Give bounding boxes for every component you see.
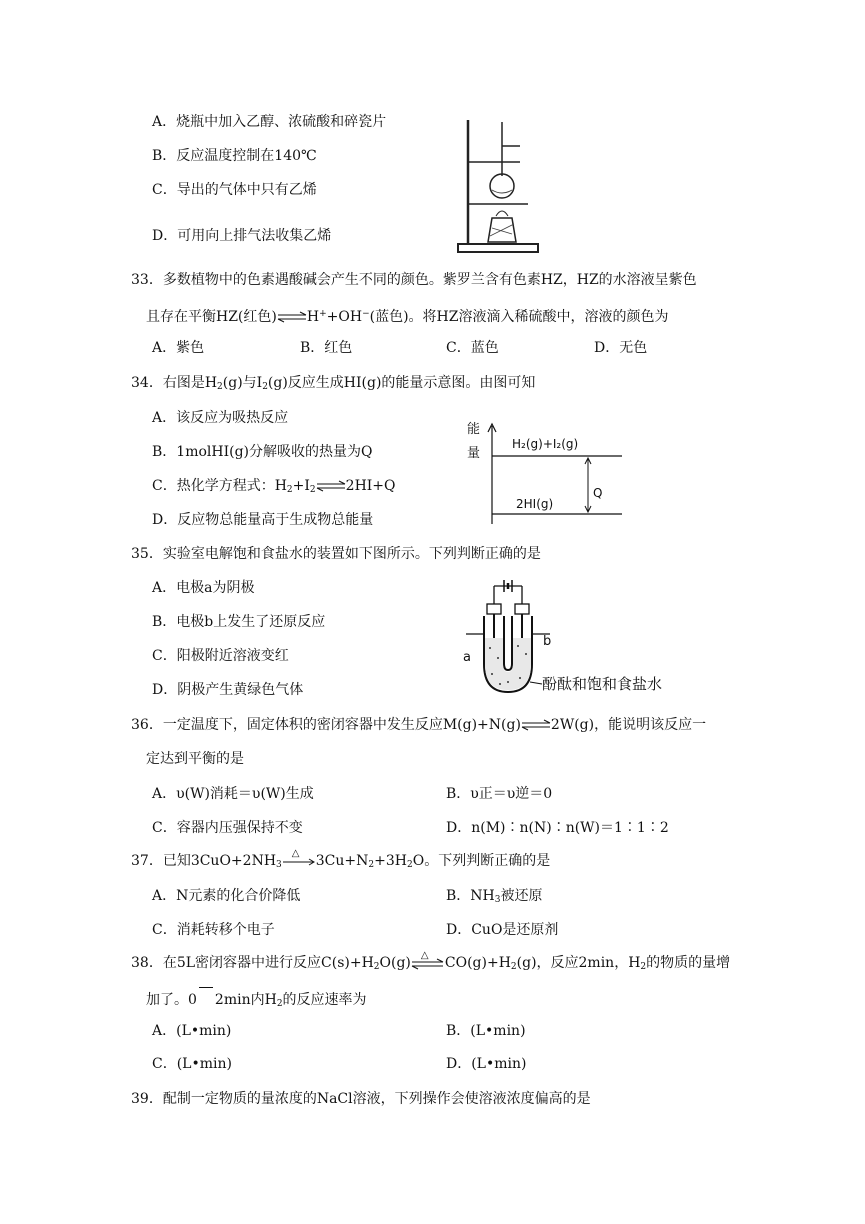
q34-option-c: C．热化学方程式：$H_2+I_2$ 2HI+Q (152, 478, 396, 495)
q35-stem: 35．实验室电解饱和食盐水的装置如下图所示。下列判断正确的是 (131, 546, 541, 562)
q32-option-d: D．可用向上排气法收集乙烯 (152, 228, 332, 244)
heat-equilibrium: △ (411, 956, 445, 970)
q34-option-a: A．该反应为吸热反应 (152, 410, 289, 426)
electrode-a-label: a (463, 650, 471, 665)
energy-axis-label-1: 能 (467, 422, 481, 437)
energy-axis-label-2: 量 (467, 446, 481, 461)
q35-option-d: D．阴极产生黄绿色气体 (152, 682, 304, 698)
q37-option-a: A．N元素的化合价降低 (152, 888, 301, 904)
q37-option-d: D．CuO是还原剂 (446, 922, 559, 938)
q34-option-d: D．反应物总能量高于生成物总能量 (152, 512, 374, 528)
energy-reactants-label: H₂(g)+I₂(g) (512, 437, 579, 451)
q37-option-b: B．$NH_3$被还原 (446, 888, 543, 905)
q38-stem-line2: 加了。0 2min内$H_2$的反应速率为 (146, 987, 367, 1014)
q36-option-c: C．容器内压强保持不变 (152, 820, 303, 836)
q36-option-a: A．υ(W)消耗＝υ(W)生成 (152, 786, 314, 802)
q36-stem-line2: 定达到平衡的是 (146, 751, 244, 767)
ethylene-apparatus-figure (452, 116, 544, 256)
equilibrium-arrow-icon (277, 310, 307, 324)
q37-stem: 37．已知$3CuO+2NH_3$ △ $3Cu+N_2+3H_2O$。下列判断正确的是 (131, 848, 551, 870)
solution-label: 酚酞和饱和食盐水 (542, 675, 663, 693)
electrode-b-label: b (543, 634, 552, 649)
q33-option-c: C．蓝色 (446, 340, 499, 356)
q36-option-d: D．n(M)∶n(N)∶n(W)＝1∶1∶2 (446, 820, 669, 836)
q34-stem: 34．右图是$H_2(g)$与$I_2(g)$反应生成HI(g)的能量示意图。由图可知 (131, 375, 536, 392)
equilibrium-arrow-icon (521, 718, 551, 732)
q33-option-b: B．红色 (300, 340, 353, 356)
q35-option-b: B．电极b上发生了还原反应 (152, 614, 326, 630)
tilde-dash (199, 987, 213, 998)
q33-option-a: A．紫色 (152, 340, 205, 356)
q38-option-d: D．(L•min) (446, 1056, 527, 1072)
equilibrium-arrow-icon (411, 956, 445, 970)
q38-option-b: B．(L•min) (446, 1023, 526, 1039)
q36-option-b: B．υ正＝υ逆＝0 (446, 786, 553, 802)
q39-stem: 39．配制一定物质的量浓度的NaCl溶液，下列操作会使溶液浓度偏高的是 (131, 1091, 591, 1107)
q37-option-c: C．消耗转移个电子 (152, 922, 275, 938)
q32-option-c: C．导出的气体中只有乙烯 (152, 182, 317, 198)
q33-stem-line1: 33．多数植物中的色素遇酸碱会产生不同的颜色。紫罗兰含有色素HZ，HZ的水溶液呈紫色 (131, 272, 697, 288)
q33-stem-line2: 且存在平衡HZ(红色) H++OH−(蓝色)。将HZ溶液滴入稀硫酸中，溶液的颜色为 (146, 309, 669, 325)
energy-products-label: 2HI(g) (516, 497, 554, 511)
q35-option-a: A．电极a为阴极 (152, 580, 255, 596)
q38-option-c: C．(L•min) (152, 1056, 232, 1072)
q32-option-b: B．反应温度控制在140℃ (152, 148, 317, 164)
q38-stem-line1: 38．在5L密闭容器中进行反应$C(s)+H_2O(g)$ △ $CO(g)+H_2(g)$，反应2min，$H_2$的物质的量增 (131, 950, 731, 972)
energy-q-label: Q (593, 486, 603, 500)
q34-option-b: B．1molHI(g)分解吸收的热量为Q (152, 444, 373, 460)
q38-option-a: A．(L•min) (152, 1023, 232, 1039)
reaction-arrow-icon (282, 854, 316, 868)
equilibrium-arrow-icon (316, 479, 346, 493)
heat-arrow: △ (282, 854, 316, 868)
q32-option-a: A．烧瓶中加入乙醇、浓硫酸和碎瓷片 (152, 114, 387, 130)
q33-option-d: D．无色 (594, 340, 648, 356)
q36-stem-line1: 36．一定温度下，固定体积的密闭容器中发生反应M(g)+N(g) 2W(g)，能说明该反应一 (131, 717, 707, 733)
q35-option-c: C．阳极附近溶液变红 (152, 648, 289, 664)
